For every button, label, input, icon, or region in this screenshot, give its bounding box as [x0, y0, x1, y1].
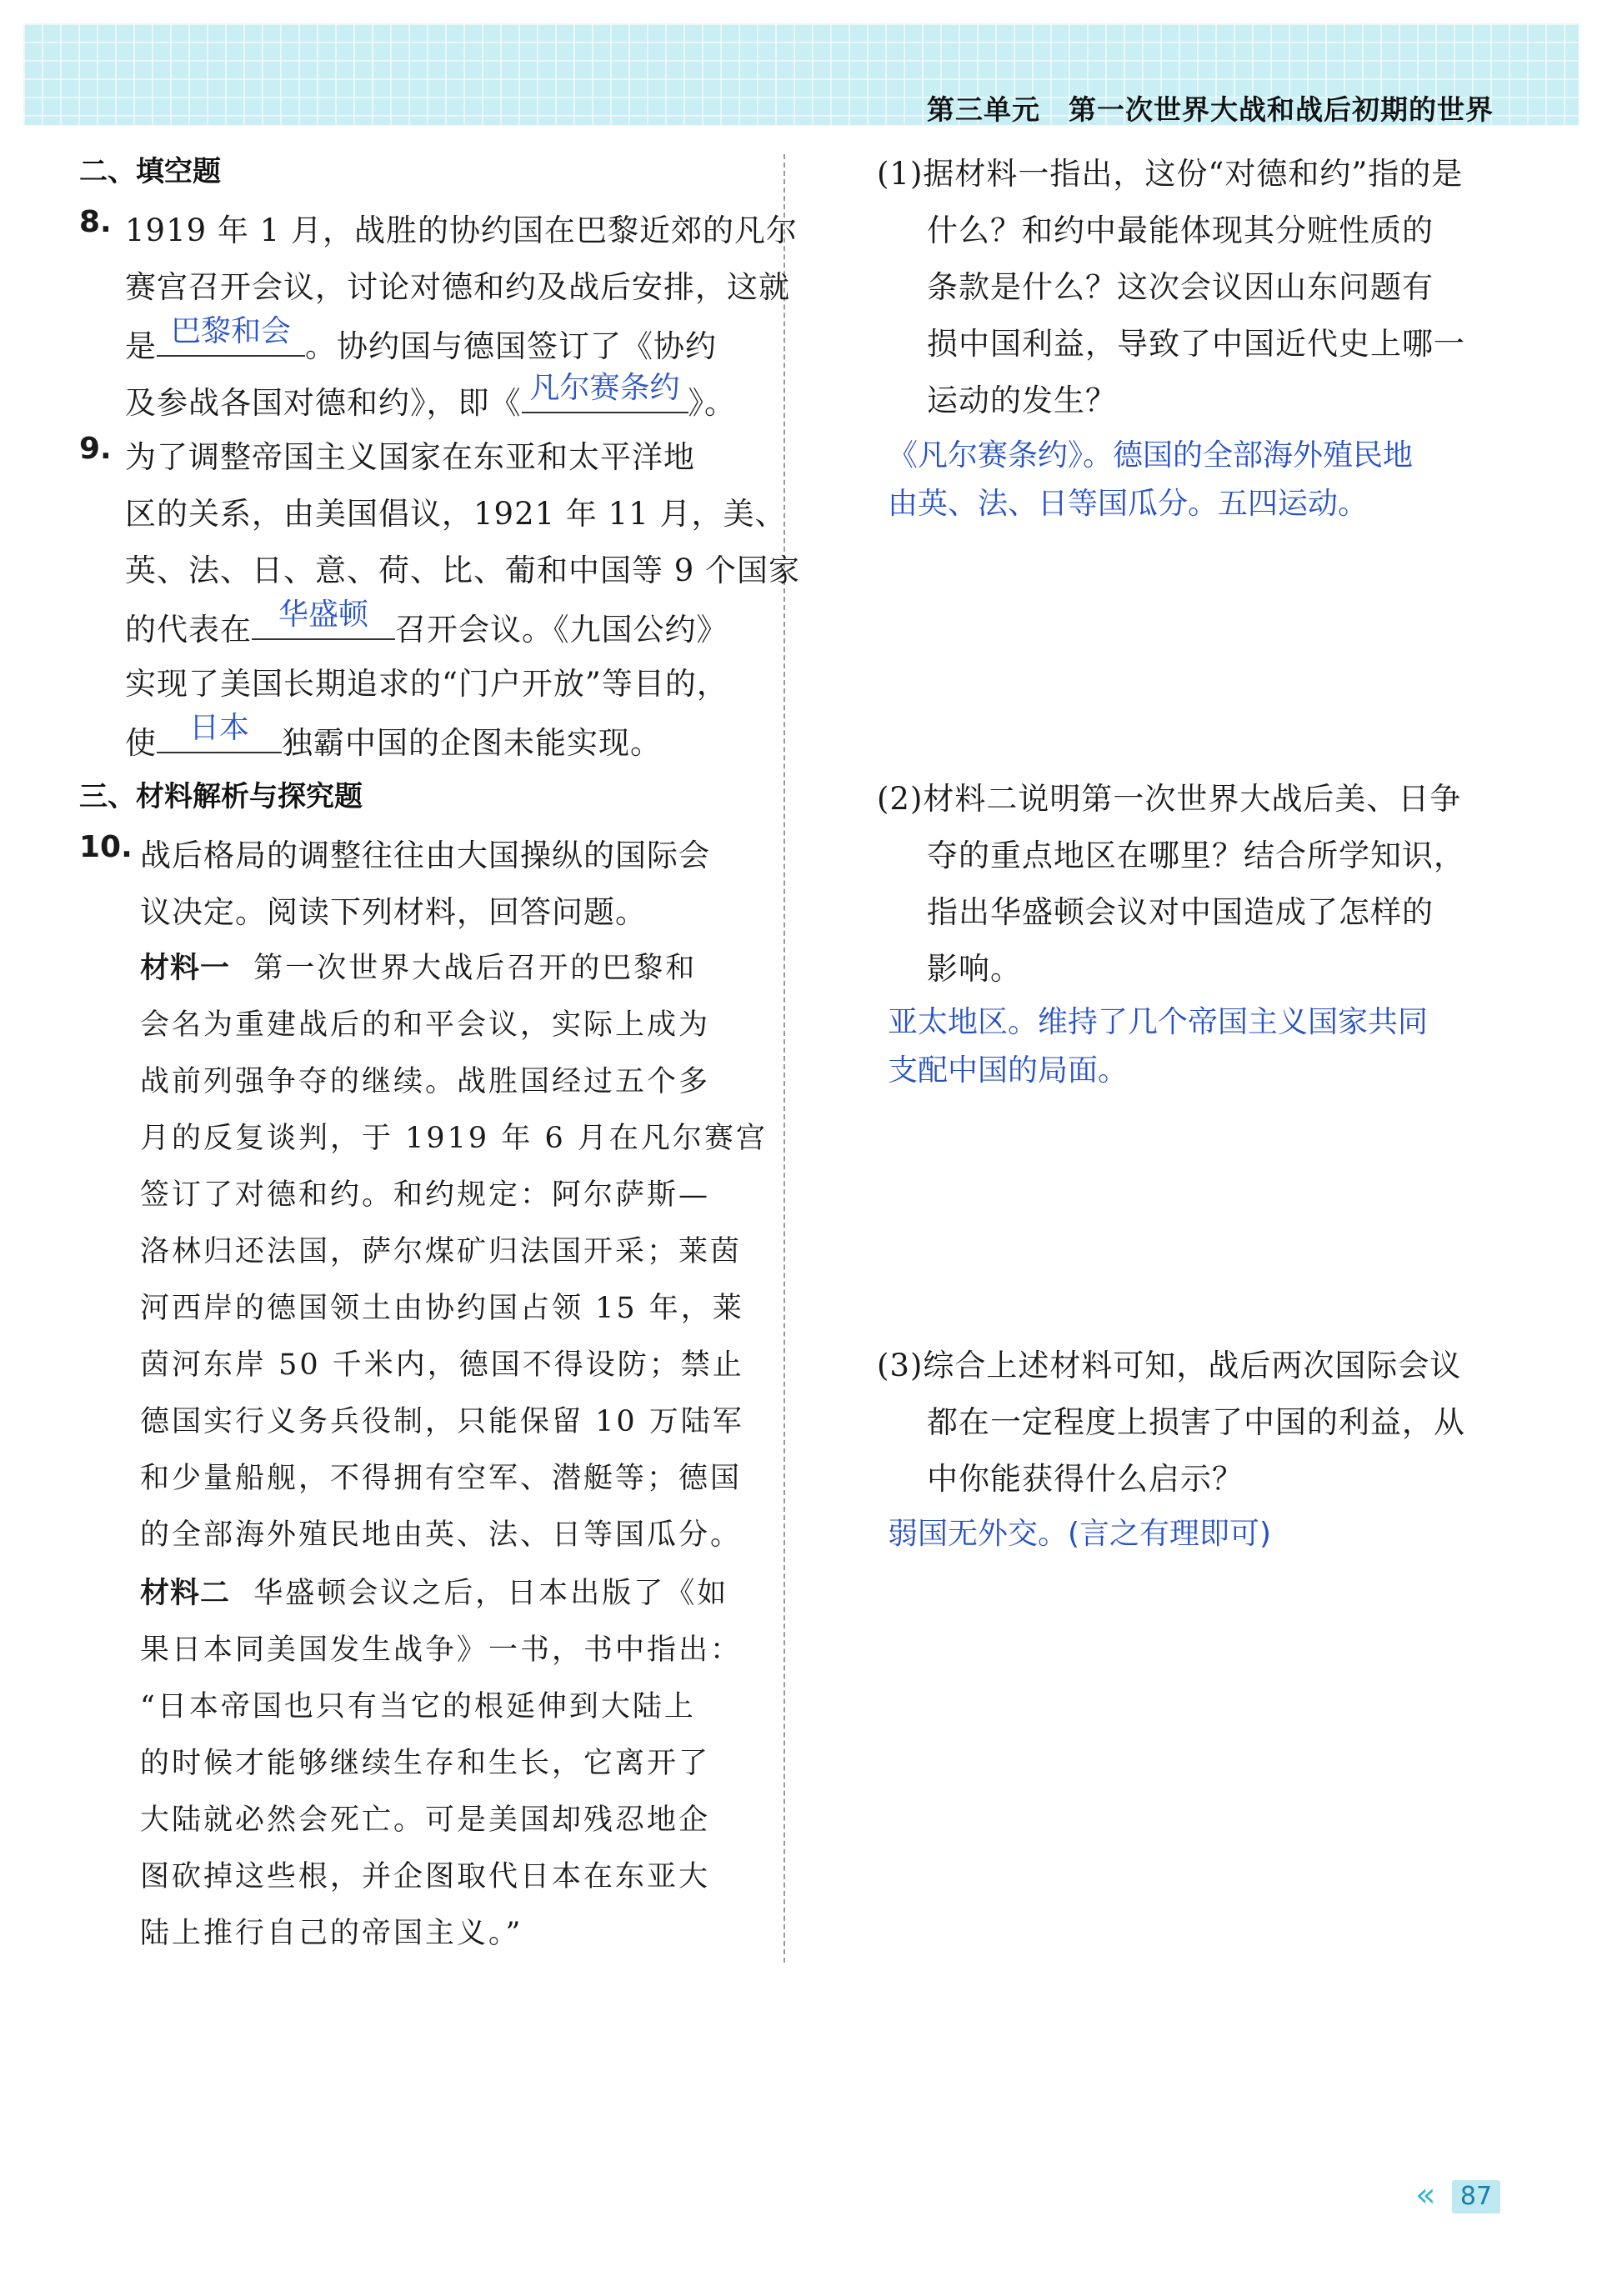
q9-answer-2: 日本: [188, 711, 249, 745]
sub1-answer-line-1: 《凡尔赛条约》。德国的全部海外殖民地: [888, 438, 1414, 473]
sub3-line-3: 中你能获得什么启示？: [927, 1461, 1244, 1497]
q10-intro-line-1: 战后格局的调整往往由大国操纵的国际会: [140, 838, 710, 873]
material1-line-10: 和少量船舰，不得拥有空军、潜艇等；德国: [140, 1462, 743, 1495]
material1-line-4: 月的反复谈判，于 1919 年 6 月在凡尔赛宫: [140, 1122, 768, 1155]
q8-text-after-blank-1: 。协约国与德国签订了《协约: [305, 328, 717, 364]
q9-line-2: 区的关系，由美国倡议，1921 年 11 月，美、: [125, 496, 787, 532]
material2-label: 材料二: [140, 1577, 231, 1610]
sub3-line-2: 都在一定程度上损害了中国的利益，从: [927, 1404, 1465, 1440]
q9-line-4: [125, 598, 728, 649]
material1-line-5: 签订了对德和约。和约规定：阿尔萨斯—: [140, 1178, 711, 1212]
section-heading-fill-blank: 二、填空题: [79, 155, 221, 188]
q8-line-3: [125, 314, 717, 366]
sub2-answer-line-1: 亚太地区。维持了几个帝国主义国家共同: [888, 1005, 1429, 1039]
q8-text-shi: 是: [125, 328, 157, 364]
material2-line-7: 陆上推行自己的帝国主义。”: [140, 1917, 523, 1950]
q9-blank-2[interactable]: [157, 711, 282, 753]
q9-text-after-blank-1: 召开会议。《九国公约》: [395, 612, 728, 648]
q9-line-3: 英、法、日、意、荷、比、葡和中国等 9 个国家: [125, 553, 801, 588]
section-heading-material-analysis: 三、材料解析与探究题: [79, 780, 363, 813]
q9-line-5: 实现了美国长期追求的“门户开放”等目的，: [125, 666, 728, 702]
material1-line-6: 洛林归还法国，萨尔煤矿归法国开采；莱茵: [140, 1235, 743, 1268]
page-arrows-icon: [1415, 2177, 1430, 2213]
sub1-line-5: 运动的发生？: [927, 383, 1117, 418]
q9-text-shi: 使: [125, 725, 157, 761]
material2-line-4: 的时候才能够继续生存和生长，它离开了: [140, 1747, 711, 1780]
sub2-line-3: 指出华盛顿会议对中国造成了怎样的: [927, 894, 1434, 930]
sub1-line-4: 损中国利益，导致了中国近代史上哪一: [927, 326, 1465, 362]
material2-text-1: 华盛顿会议之后，日本出版了《如: [253, 1577, 729, 1610]
sub2-line-2: 夺的重点地区在哪里？结合所学知识，: [927, 838, 1465, 873]
q9-line-1: 为了调整帝国主义国家在东亚和太平洋地: [125, 439, 695, 475]
q8-line-2: 赛宫召开会议，讨论对德和约及战后安排，这就: [125, 269, 790, 305]
q8-text-end: 》。: [688, 385, 736, 421]
q10-intro-line-2: 议决定。阅读下列材料，回答问题。: [140, 894, 647, 930]
question-number-9: 9.: [79, 432, 112, 466]
material2-line-2: 果日本同美国发生战争》一书，书中指出：: [140, 1633, 743, 1667]
q8-answer-1: 巴黎和会: [170, 314, 291, 348]
sub1-line-1: (1)据材料一指出，这份“对德和约”指的是: [877, 156, 1464, 192]
q9-text-daibiao: 的代表在: [125, 612, 252, 648]
sub2-answer-line-2: 支配中国的局面。: [888, 1053, 1129, 1088]
question-number-10: 10.: [79, 830, 133, 864]
material1-line-7: 河西岸的德国领土由协约国占领 15 年，莱: [140, 1292, 744, 1325]
sub3-line-1: (3)综合上述材料可知，战后两次国际会议: [877, 1348, 1462, 1383]
material2-line-1: [140, 1570, 728, 1612]
q8-blank-1[interactable]: [157, 314, 305, 357]
material1-line-11: 的全部海外殖民地由英、法、日等国瓜分。: [140, 1518, 743, 1552]
q8-answer-2: 凡尔赛条约: [529, 371, 680, 405]
material1-line-9: 德国实行义务兵役制，只能保留 10 万陆军: [140, 1405, 744, 1438]
material1-line-3: 战前列强争夺的继续。战胜国经过五个多: [140, 1065, 711, 1098]
q8-line-1: 1919 年 1 月，战胜的协约国在巴黎近郊的凡尔: [125, 213, 798, 248]
sub2-line-4: 影响。: [927, 951, 1022, 987]
material2-line-5: 大陆就必然会死亡。可是美国却残忍地企: [140, 1803, 711, 1837]
q8-line-4: [125, 371, 736, 423]
page-arrows-glyph: «: [1415, 2176, 1431, 2214]
material2-line-3: “日本帝国也只有当它的根延伸到大陆上: [140, 1690, 696, 1723]
sub2-line-1: (2)材料二说明第一次世界大战后美、日争: [877, 781, 1462, 817]
material1-line-1: [140, 945, 697, 987]
column-divider: [783, 154, 785, 1963]
q8-blank-2[interactable]: [522, 371, 688, 413]
material1-label: 材料一: [140, 952, 231, 985]
q8-text-ji: 及参战各国对德和约》，即《: [125, 385, 522, 421]
page-number: 87: [1452, 2180, 1500, 2213]
q9-line-6: [125, 711, 662, 763]
sub1-line-2: 什么？和约中最能体现其分赃性质的: [927, 213, 1434, 248]
material1-line-2: 会名为重建战后的和平会议，实际上成为: [140, 1008, 711, 1042]
sub1-answer-line-2: 由英、法、日等国瓜分。五四运动。: [888, 487, 1369, 521]
material1-line-8: 茵河东岸 50 千米内，德国不得设防；禁止: [140, 1348, 744, 1382]
unit-title: 第三单元 第一次世界大战和战后初期的世界: [927, 93, 1494, 126]
material2-line-6: 图砍掉这些根，并企图取代日本在东亚大: [140, 1860, 711, 1893]
q9-answer-1: 华盛顿: [278, 598, 368, 632]
q9-text-end: 独霸中国的企图未能实现。: [282, 725, 662, 761]
q9-blank-1[interactable]: [252, 598, 395, 640]
sub3-answer-line-1: 弱国无外交。(言之有理即可): [888, 1517, 1272, 1551]
material1-text-1: 第一次世界大战后召开的巴黎和: [253, 952, 698, 985]
sub1-line-3: 条款是什么？这次会议因山东问题有: [927, 269, 1434, 305]
question-number-8: 8.: [79, 205, 112, 239]
